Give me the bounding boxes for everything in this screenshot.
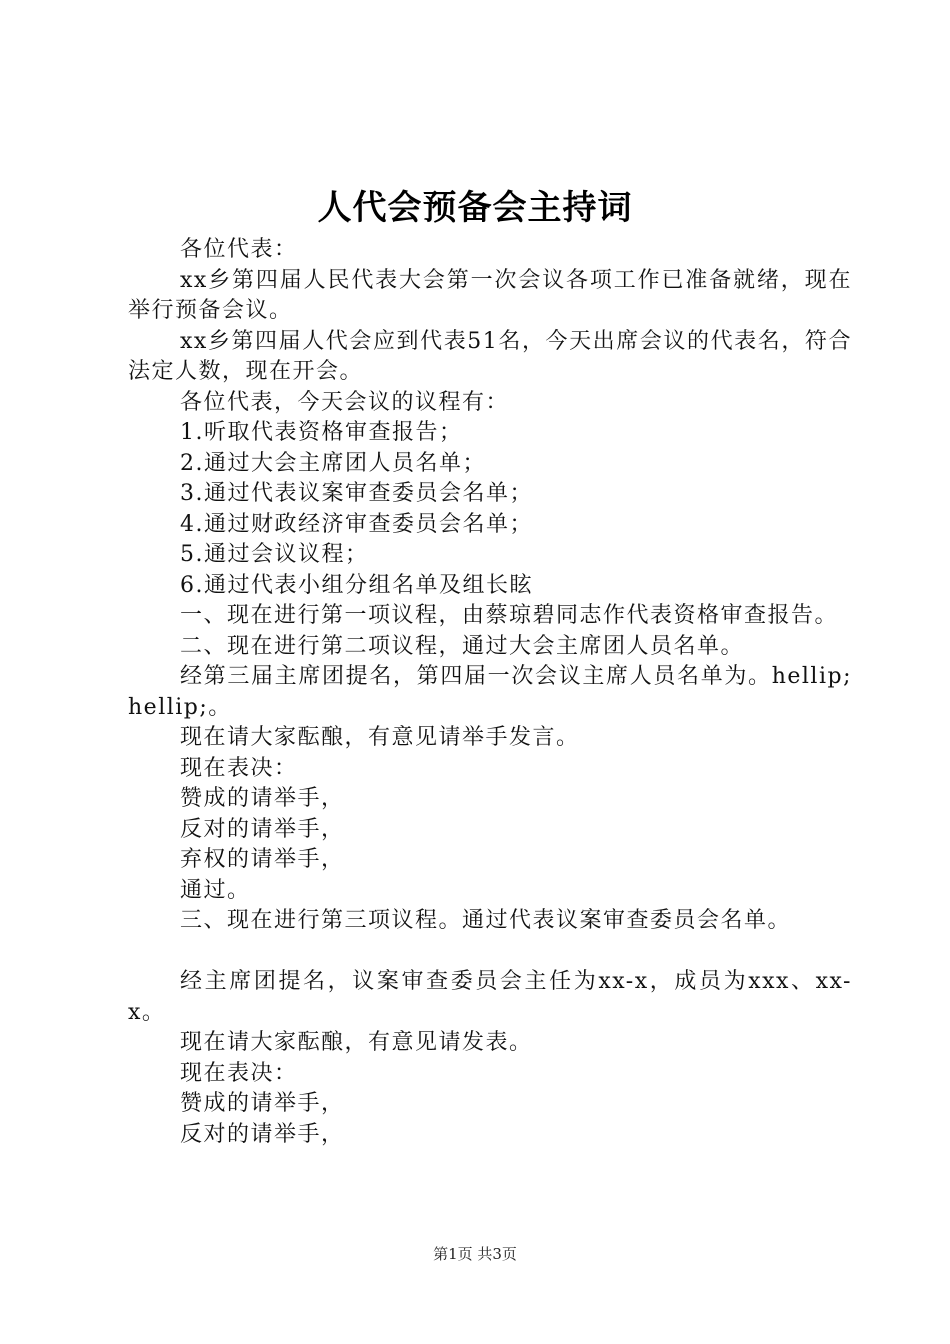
document-title: 人代会预备会主持词 (317, 188, 633, 228)
document-body (128, 235, 852, 1150)
paragraph-attendance: xx乡第四届人代会应到代表51名，今天出席会议的代表名，符合法定人数，现在开会。 (128, 328, 852, 384)
paragraph-vote: 现在表决： (180, 755, 298, 781)
paragraph-vote-against: 反对的请举手， (180, 816, 345, 842)
paragraph-vote-favor-2: 赞成的请举手， (180, 1091, 345, 1116)
agenda-item-3: 3.通过代表议案审查委员会名单； (180, 481, 533, 506)
paragraph-vote-2: 现在表决： (180, 1060, 298, 1086)
paragraph-committee-list: 经主席团提名，议案审查委员会主任为xx-x，成员为xxx、xx-x。 (128, 969, 852, 1025)
paragraph-agenda-intro: 各位代表，今天会议的议程有： (180, 389, 510, 415)
agenda-item-2: 2.通过大会主席团人员名单； (180, 450, 486, 476)
paragraph-vote-against-2: 反对的请举手， (180, 1121, 345, 1147)
agenda-item-5: 5.通过会议议程； (180, 542, 369, 567)
agenda-item-6: 6.通过代表小组分组名单及组长眩 (180, 572, 533, 598)
paragraph-greeting: 各位代表： (180, 237, 298, 262)
paragraph-opening: xx乡第四届人民代表大会第一次会议各项工作已准备就绪，现在举行预备会议。 (128, 267, 852, 323)
paragraph-item-two: 二、现在进行第二项议程，通过大会主席团人员名单。 (180, 633, 745, 659)
paragraph-presidium-list: 经第三届主席团提名，第四届一次会议主席人员名单为。hellip;hellip;。 (128, 664, 852, 720)
agenda-item-1: 1.听取代表资格审查报告； (180, 420, 463, 445)
paragraph-item-one: 一、现在进行第一项议程，由蔡琼碧同志作代表资格审查报告。 (180, 603, 839, 628)
paragraph-vote-favor: 赞成的请举手， (180, 786, 345, 811)
paragraph-discussion-2: 现在请大家酝酿，有意见请发表。 (180, 1030, 533, 1055)
page-footer: 第1页 共3页 (433, 1245, 517, 1263)
paragraph-item-three: 三、现在进行第三项议程。通过代表议案审查委员会名单。 (180, 908, 792, 933)
paragraph-vote-abstain: 弃权的请举手， (180, 847, 345, 872)
paragraph-passed: 通过。 (180, 877, 251, 903)
paragraph-discussion: 现在请大家酝酿，有意见请举手发言。 (180, 725, 580, 750)
agenda-item-4: 4.通过财政经济审查委员会名单； (180, 511, 533, 537)
